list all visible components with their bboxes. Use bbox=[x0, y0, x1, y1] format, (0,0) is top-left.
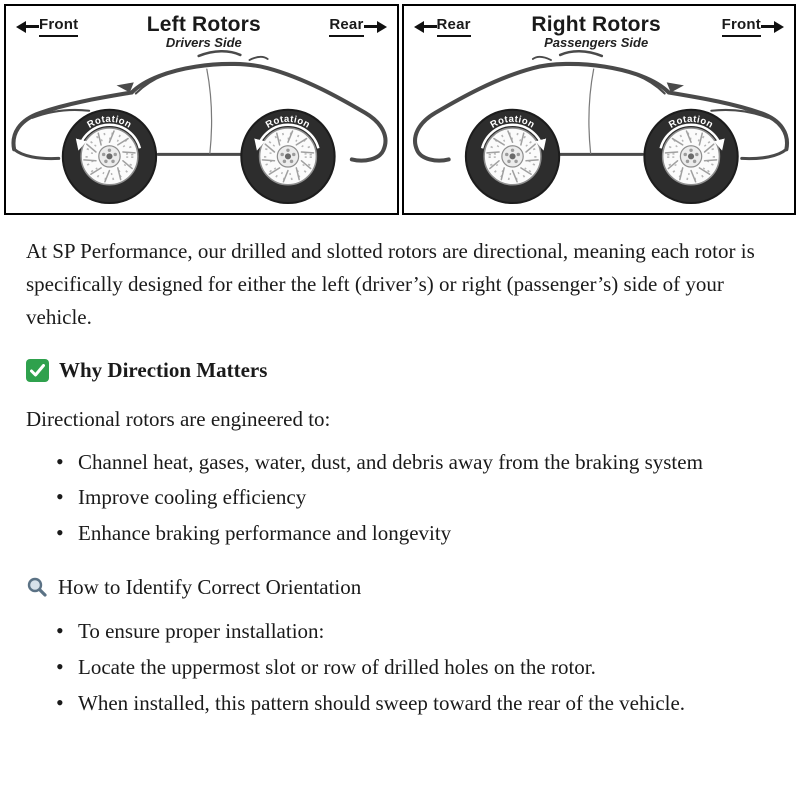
right-rotors-panel bbox=[402, 4, 797, 215]
panel-title-block bbox=[531, 13, 661, 50]
list-item: • Locate the uppermost slot or row of drilled holes on the rotor. bbox=[56, 651, 774, 684]
left-rotors-panel bbox=[4, 4, 399, 215]
identify-orientation-heading bbox=[26, 574, 774, 601]
check-icon bbox=[26, 359, 49, 382]
right-panel-header bbox=[404, 6, 795, 50]
list-item: • Channel heat, gases, water, dust, and debris away from the braking system bbox=[56, 446, 774, 479]
front-direction-indicator bbox=[16, 17, 78, 37]
direction-label: Front bbox=[39, 17, 78, 37]
right-arrow-icon bbox=[377, 21, 387, 33]
left-car-illustration bbox=[6, 46, 397, 212]
magnifier-icon bbox=[26, 576, 48, 598]
left-arrow-tail bbox=[26, 25, 39, 28]
direction-label: Rear bbox=[329, 17, 363, 37]
panel-title: Right Rotors bbox=[531, 13, 661, 36]
left-panel-header bbox=[6, 6, 397, 50]
why-bullet-list bbox=[56, 446, 774, 550]
list-item: • Enhance braking performance and longevity bbox=[56, 517, 774, 550]
list-item: • To ensure proper installation: bbox=[56, 615, 774, 648]
panel-title-block bbox=[147, 13, 261, 50]
panel-subtitle: Drivers Side bbox=[165, 35, 242, 51]
panel-subtitle: Passengers Side bbox=[544, 35, 649, 51]
identify-bullet-list bbox=[56, 615, 774, 719]
right-car-illustration bbox=[404, 46, 795, 212]
right-arrow-tail bbox=[364, 25, 377, 28]
list-item: • Improve cooling efficiency bbox=[56, 481, 774, 514]
front-direction-indicator bbox=[722, 17, 784, 37]
right-arrow-tail bbox=[761, 25, 774, 28]
article bbox=[0, 215, 800, 719]
car-drawing-left bbox=[6, 46, 397, 212]
left-arrow-icon bbox=[414, 21, 424, 33]
direction-label: Front bbox=[722, 17, 761, 37]
left-arrow-tail bbox=[424, 25, 437, 28]
rotation-label: Rotation bbox=[264, 114, 313, 132]
why-direction-matters-heading bbox=[26, 357, 774, 384]
right-arrow-icon bbox=[774, 21, 784, 33]
panel-title: Left Rotors bbox=[146, 13, 261, 36]
rotation-label: Rotation bbox=[488, 114, 537, 132]
rotation-label: Rotation bbox=[666, 114, 715, 132]
left-arrow-icon bbox=[16, 21, 26, 33]
heading-text: Why Direction Matters bbox=[59, 358, 268, 383]
heading-text: How to Identify Correct Orientation bbox=[58, 574, 362, 599]
rear-direction-indicator bbox=[414, 17, 471, 37]
car-drawing-right bbox=[404, 46, 795, 212]
direction-label: Rear bbox=[437, 17, 471, 37]
intro-paragraph: At SP Performance, our drilled and slotted rotors are directional, meaning each rotor is specifically designed for either the left (driver’s) or right (passenger’s) side of your vehicle. bbox=[26, 239, 755, 329]
rear-direction-indicator bbox=[329, 17, 386, 37]
rotor-direction-diagram bbox=[0, 0, 800, 215]
engineered-to-lead: Directional rotors are engineered to: bbox=[26, 406, 331, 431]
list-item: • When installed, this pattern should sweep toward the rear of the vehicle. bbox=[56, 687, 774, 720]
rotation-label: Rotation bbox=[85, 114, 134, 132]
